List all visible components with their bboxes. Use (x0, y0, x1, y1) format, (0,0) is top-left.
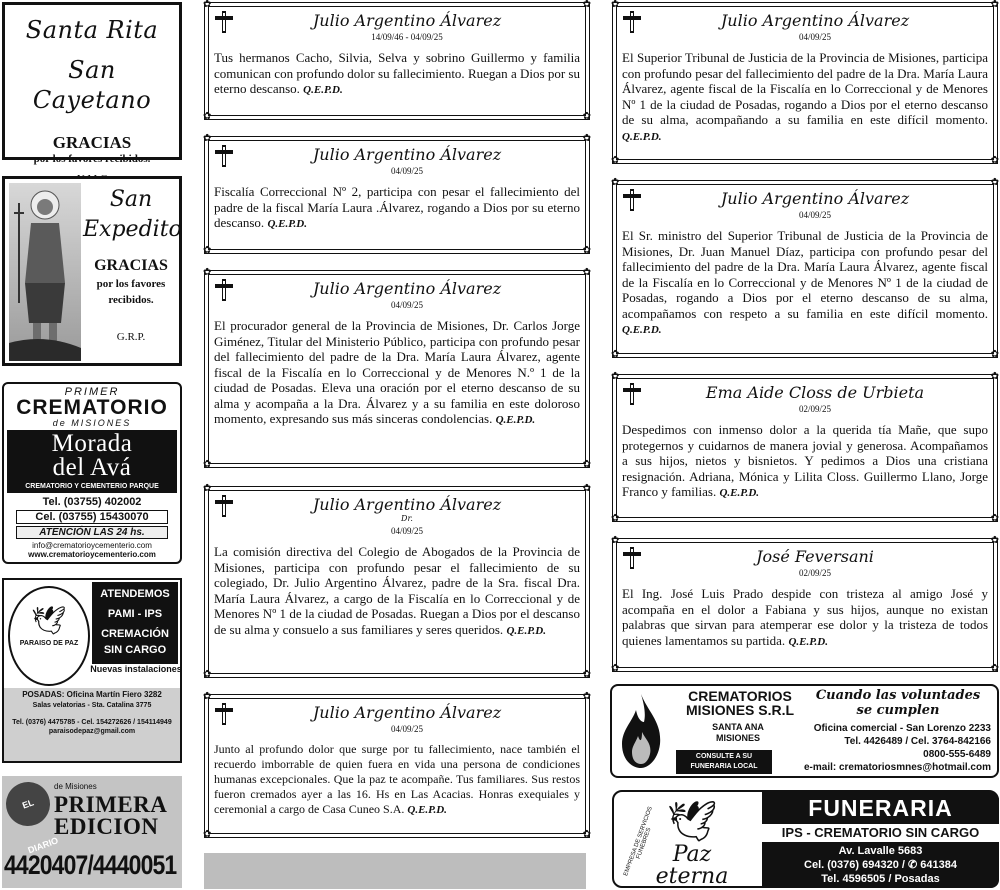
cross-icon (215, 703, 233, 725)
service-4: SIN CARGO (103, 644, 167, 656)
deceased-title: Dr. (401, 514, 413, 523)
deceased-name: José Feversani (756, 547, 874, 566)
brand-2: eterna (655, 864, 729, 889)
paraiso-de-paz-ad (2, 578, 182, 763)
morada-name-2: del Avá (52, 454, 132, 481)
toll-free: 0800-555-6489 (923, 749, 991, 760)
favores-text-2: recibidos. (108, 294, 154, 306)
primera-edicion-ad (2, 776, 182, 888)
consult-box (676, 750, 772, 774)
paraiso-logo (8, 586, 90, 686)
service-2: PAMI - IPS (107, 608, 163, 620)
telephone: Tel. 4596505 / Posadas (821, 873, 940, 885)
obituary-text: El Superior Tribunal de Justicia de la Provincia de Misiones, participa con profundo pesar del fallecimiento del padre de la Dra. María Laura Álvarez, agente fiscal de la Fiscalía en lo Correccional y de Menores Nº 1 de la ciudad de Posadas, rogando a Dios por el eterno descanso de su alma, acompañando a su familia en este difícil momento. Q.E.P.D. (622, 50, 988, 143)
crematorio-morada-ad (2, 382, 182, 564)
location-1: SANTA ANA (712, 722, 764, 732)
san-expedito-ad (2, 176, 182, 366)
attention-hours: ATENCIÓN LAS 24 hs. (16, 526, 168, 539)
deceased-name: Julio Argentino Álvarez (312, 279, 502, 298)
empty-ad-space (204, 853, 586, 889)
obituary-date: 14/09/46 - 04/09/25 (371, 32, 443, 42)
deceased-name: Ema Aide Closs de Urbieta (705, 383, 925, 402)
posadas-address: POSADAS: Oficina Martín Fiero 3282 (22, 690, 162, 699)
empresa-label: EMPRESA DE SERVICIOS FUNEBRES (623, 805, 654, 877)
obituary-text: Junto al profundo dolor que surge por tu fallecimiento, nace también el recuerdo imborrable de quien fuera en vida una persona de condiciones humanas excepcionales. Que la paz te acompañe. Tus familiares. Sus restos fueron cremados ayer a las 16. Hs en Las Acacias. Honras exequiales y ceremonial a cargo de Casa Cuneo S.A. Q.E.P.D. (214, 742, 580, 816)
office-address: Oficina comercial - San Lorenzo 2233 (813, 723, 991, 734)
obituary-text: La comisión directiva del Colegio de Abogados de la Provincia de Misiones, participa con profundo pesar el fallecimiento de su colegiado, Dr. Julio Argentino Álvarez, padre de la Sra. fiscal Dra. María Laura Álvarez, a cargo de la Fiscalía en lo Correccional y de Menores Nº 1 de la ciudad de Posadas. Ruegan a Dios por el descanso de su alma y consuelo a sus familiares y seres queridos. Q.E.P.D. (214, 544, 580, 637)
service-3: CREMACIÓN (101, 628, 169, 640)
saint-name-2: San Cayetano (32, 56, 152, 114)
saint-name-1: Santa Rita (25, 16, 159, 44)
favores-text-1: por los favores (96, 278, 166, 290)
saint-name-1: San (109, 187, 153, 212)
consult-2: FUNERARIA LOCAL (690, 763, 758, 770)
qepd: Q.E.P.D. (303, 84, 343, 96)
location-2: MISIONES (715, 733, 760, 743)
favores-text: por los favores recibidos. (33, 153, 151, 165)
obituary-date: 04/09/25 (390, 526, 423, 536)
morada-box (7, 430, 177, 493)
saint-image (9, 183, 81, 361)
service-1: ATENDEMOS (100, 588, 170, 600)
slogan-1: Cuando las voluntades (815, 688, 981, 703)
cross-icon (215, 145, 233, 167)
qepd: Q.E.P.D. (622, 324, 662, 336)
paz-eterna-logo (622, 798, 762, 889)
flame-icon (618, 692, 664, 770)
saint-name-2: Expedito (83, 217, 182, 242)
de-misiones-label: de MISIONES (52, 418, 132, 428)
morada-subtitle: CREMATORIO Y CEMENTERIO PARQUE (25, 483, 159, 490)
website: www.crematorioycementerio.com (28, 550, 156, 559)
cellphones: Cel. (0376) 694320 / ✆ 641384 (804, 859, 957, 871)
qepd: Q.E.P.D. (407, 804, 447, 816)
obituary-card: ✿ ✿ ✿ ✿ Julio Argentino Álvarez 04/09/25 Junto al profundo dolor que surge por tu fallecimiento, nace también el recuerdo imborrable de quien fuera en vida una persona de condiciones humanas excepcionales. Que la paz te acompañe. Tus familiares. Sus restos fueron cremados ayer a las 16. Hs en Las Acacias. Honras exequiales y ceremonial a cargo de Casa Cuneo S.A. Q.E.P.D. (203, 691, 591, 840)
paraiso-contact (4, 688, 180, 761)
cross-icon (215, 495, 233, 517)
edicion-label: EDICION (54, 814, 159, 839)
primera-label: PRIMERA (54, 792, 168, 817)
phones: Tel. 4426489 / Cel. 3764-842166 (844, 736, 991, 747)
deceased-name: Julio Argentino Álvarez (312, 11, 502, 30)
qepd: Q.E.P.D. (622, 130, 662, 143)
consult-1: CONSULTE A SU (695, 753, 753, 760)
address: Av. Lavalle 5683 (838, 845, 923, 857)
deceased-name: Julio Argentino Álvarez (312, 495, 502, 514)
obituary-date: 04/09/25 (390, 724, 423, 734)
obituary-date: 02/09/25 (798, 568, 831, 578)
obituary-card: ✿ ✿ ✿ ✿ Julio Argentino Álvarez Dr. 04/09/25 La comisión directiva del Colegio de Abogados de la Provincia de Misiones, participa con profundo pesar el fallecimiento de su colegiado, Dr. Julio Argentino Álvarez, padre de la Sra. fiscal Dra. María Laura Álvarez, a cargo de la Fiscalía en lo Correccional y de Menores Nº 1 de la ciudad de Posadas. Ruegan a Dios por el descanso de su alma y consuelo a sus familiares y seres queridos. Q.E.P.D. (203, 483, 591, 680)
services-box (92, 582, 178, 664)
funeraria-paz-eterna-ad (612, 790, 999, 888)
ips-label: IPS - CREMATORIO SIN CARGO (762, 824, 999, 842)
obituary-date: 04/09/25 (390, 300, 423, 310)
obituary-text: Despedimos con inmenso dolor a la querida tía Mañe, que supo protegernos y cuidarnos de manera jovial y generosa. Acompañamos a sus hijos, nietos y bisnietos. Y pedimos a Dios una cristiana resignación. Adriana, Mónica y Lilita Closs. Guillermo Llano, Jorge Franco y familias. Q.E.P.D. (622, 422, 988, 499)
obituary-card: ✿ ✿ ✿ ✿ Julio Argentino Álvarez 04/09/25 Fiscalía Correccional Nº 2, participa con pesar el fallecimiento del padre de la fiscal María Laura .Álvarez, rogando a Dios por su eterno descanso. Q.E.P.D. (203, 133, 591, 256)
deceased-name: Julio Argentino Álvarez (720, 189, 910, 208)
cross-icon (623, 189, 641, 211)
phones: Tel. (0376) 4475785 - Cel. 154272626 / 154114949 (12, 719, 172, 726)
obituary-text: Fiscalía Correccional Nº 2, participa con pesar el fallecimiento del padre de la fiscal María Laura .Álvarez, rogando a Dios por su eterno descanso. Q.E.P.D. (214, 184, 580, 230)
cross-icon (623, 547, 641, 569)
crematorios-misiones-ad (610, 684, 999, 778)
obituary-date: 04/09/25 (390, 166, 423, 176)
phone-1: Tel. (03755) 402002 (42, 496, 142, 508)
obituary-card: ✿ ✿ ✿ ✿ Ema Aide Closs de Urbieta 02/09/25 Despedimos con inmenso dolor a la querida tía Mañe, que supo protegernos y cuidarnos de manera jovial y generosa. Acompañamos a sus hijos, nietos y bisnietos. Y pedimos a Dios una cristiana resignación. Adriana, Mónica y Lilita Closs. Guillermo Llano, Jorge Franco y familias. Q.E.P.D. (611, 371, 999, 524)
dove-icon: 🕊 (666, 800, 718, 844)
cross-icon (623, 383, 641, 405)
funeraria-title: FUNERARIA (808, 795, 953, 821)
gracias-heading: GRACIAS (52, 133, 132, 152)
qepd: Q.E.P.D. (788, 635, 828, 648)
deceased-name: Julio Argentino Álvarez (720, 11, 910, 30)
el-diario-badge: EL DIARIO (0, 776, 56, 832)
email: e-mail: crematoriosmnes@hotmail.com (803, 762, 991, 773)
obituary-text: El Sr. ministro del Superior Tribunal de Justicia de la Provincia de Misiones, Dr. Juan Manuel Díaz, participa con profundo pesar del fallecimiento del padre de la Dra. María Laura Álvarez, agente fiscal de la Fiscalía en lo Correccional y de Menores Nº 1 de la ciudad de Posadas, rogando a Dios por el eterno descanso de su alma, acompañamos con respeto a su familia en este difícil momento. Q.E.P.D. (622, 228, 988, 336)
obituary-card: ✿ ✿ ✿ ✿ Julio Argentino Álvarez 04/09/25 El Sr. ministro del Superior Tribunal de Justicia de la Provincia de Misiones, Dr. Juan Manuel Díaz, participa con profundo pesar del fallecimiento del padre de la Dra. María Laura Álvarez, agente fiscal de la Fiscalía en lo Correccional y de Menores Nº 1 de la ciudad de Posadas, rogando a Dios por el eterno descanso de su alma, acompañamos con respeto a su familia en este difícil momento. Q.E.P.D. (611, 177, 999, 360)
cross-icon (215, 279, 233, 301)
obituary-date: 04/09/25 (798, 32, 831, 42)
cross-icon (623, 11, 641, 33)
obituary-card: ✿ ✿ ✿ ✿ Julio Argentino Álvarez 04/09/25 El procurador general de la Provincia de Misiones, Dr. Carlos Jorge Giménez, Titular del Ministerio Público, participa con profundo pesar del fallecimiento del padre de la Dra. María Laura Álvarez, agente fiscal de la Fiscalía en lo Correccional y de Menores N.º 1 de la ciudad de Posadas. Eleva una oración por el eterno descanso de su alma y acompaña a la Dra. Álvarez y a su familia en este doloroso momento, expresando sus más sinceras condolencias. Q.E.P.D. (203, 267, 591, 470)
email: paraisodepaz@gmail.com (48, 728, 136, 735)
crematorios-title-2: MISIONES S.R.L (685, 702, 795, 718)
obituary-card: ✿ ✿ ✿ ✿ Julio Argentino Álvarez 04/09/25 El Superior Tribunal de Justicia de la Provincia de Misiones, participa con profundo pesar del fallecimiento del padre de la Dra. María Laura Álvarez, agente fiscal de la Fiscalía en lo Correccional y de Menores Nº 1 de la ciudad de Posadas, rogando a Dios por el eterno descanso de su alma, acompañando a su familia en este difícil momento. Q.E.P.D. (611, 0, 999, 166)
phone-2: Cel. (03755) 15430070 (16, 510, 168, 524)
salas-address: Salas velatorias - Sta. Catalina 3775 (32, 702, 152, 709)
logo-name: PARAISO DE PAZ (19, 640, 79, 647)
santa-rita-ad (2, 2, 182, 165)
cross-icon (215, 11, 233, 33)
deceased-name: Julio Argentino Álvarez (312, 703, 502, 722)
qepd: Q.E.P.D. (719, 487, 760, 499)
slogan-2: se cumplen (856, 703, 940, 718)
de-misiones-label: de Misiones (54, 782, 97, 791)
qepd: Q.E.P.D. (267, 218, 307, 230)
funeraria-info (762, 792, 999, 888)
qepd: Q.E.P.D. (495, 414, 536, 426)
nuevas-label: Nuevas instalaciones (90, 664, 182, 674)
qepd: Q.E.P.D. (506, 624, 546, 637)
obituary-text: El Ing. José Luis Prado despide con tristeza al amigo José y acompaña en el dolor a Fabiana y sus hijos, aunque no existan palabras que sirvan para atemperar ese dolor y la tristeza de todos quienes lamentamos su partida. Q.E.P.D. (622, 586, 988, 648)
dove-icon: 🕊 (31, 605, 67, 636)
obituary-date: 02/09/25 (798, 404, 831, 414)
deceased-name: Julio Argentino Álvarez (312, 145, 502, 164)
obituary-text: Tus hermanos Cacho, Silvia, Selva y sobrino Guillermo y familia comunican con profundo dolor su fallecimiento. Ruegan a Dios por su eterno descanso. Q.E.P.D. (214, 50, 580, 96)
crematorio-label: CREMATORIO (16, 396, 168, 419)
morada-name-1: Morada (51, 430, 133, 457)
initials: G.R.P. (116, 331, 146, 343)
email: info@crematorioycementerio.com (32, 541, 152, 550)
brand-1: Paz (672, 842, 712, 867)
obituary-text: El procurador general de la Provincia de Misiones, Dr. Carlos Jorge Giménez, Titular del Ministerio Público, participa con profundo pesar del fallecimiento del padre de la Dra. María Laura Álvarez, agente fiscal de la Fiscalía en lo Correccional y de Menores N.º 1 de la ciudad de Posadas. Eleva una oración por el eterno descanso de su alma y acompaña a la Dra. Álvarez y a su familia en este doloroso momento, expresando sus más sinceras condolencias. Q.E.P.D. (214, 318, 580, 426)
obituary-date: 04/09/25 (798, 210, 831, 220)
gracias-heading: GRACIAS (94, 257, 168, 274)
obituary-card: ✿ ✿ ✿ ✿ José Feversani 02/09/25 El Ing. José Luis Prado despide con tristeza al amigo José y acompaña en el dolor a Fabiana y sus hijos, aunque no existan palabras que sirvan para atemperar ese dolor y la tristeza de todos quienes lamentamos su partida. Q.E.P.D. (611, 535, 999, 674)
obituary-card: ✿ ✿ ✿ ✿ Julio Argentino Álvarez 14/09/46 - 04/09/25 Tus hermanos Cacho, Silvia, Selva y sobrino Guillermo y familia comunican con profundo dolor su fallecimiento. Ruegan a Dios por su eterno descanso. Q.E.P.D. (203, 0, 591, 122)
primer-label: PRIMER (64, 386, 120, 398)
crematorios-title-1: CREMATORIOS (688, 688, 792, 704)
diario-phones: 4420407/4440051 (4, 850, 177, 880)
